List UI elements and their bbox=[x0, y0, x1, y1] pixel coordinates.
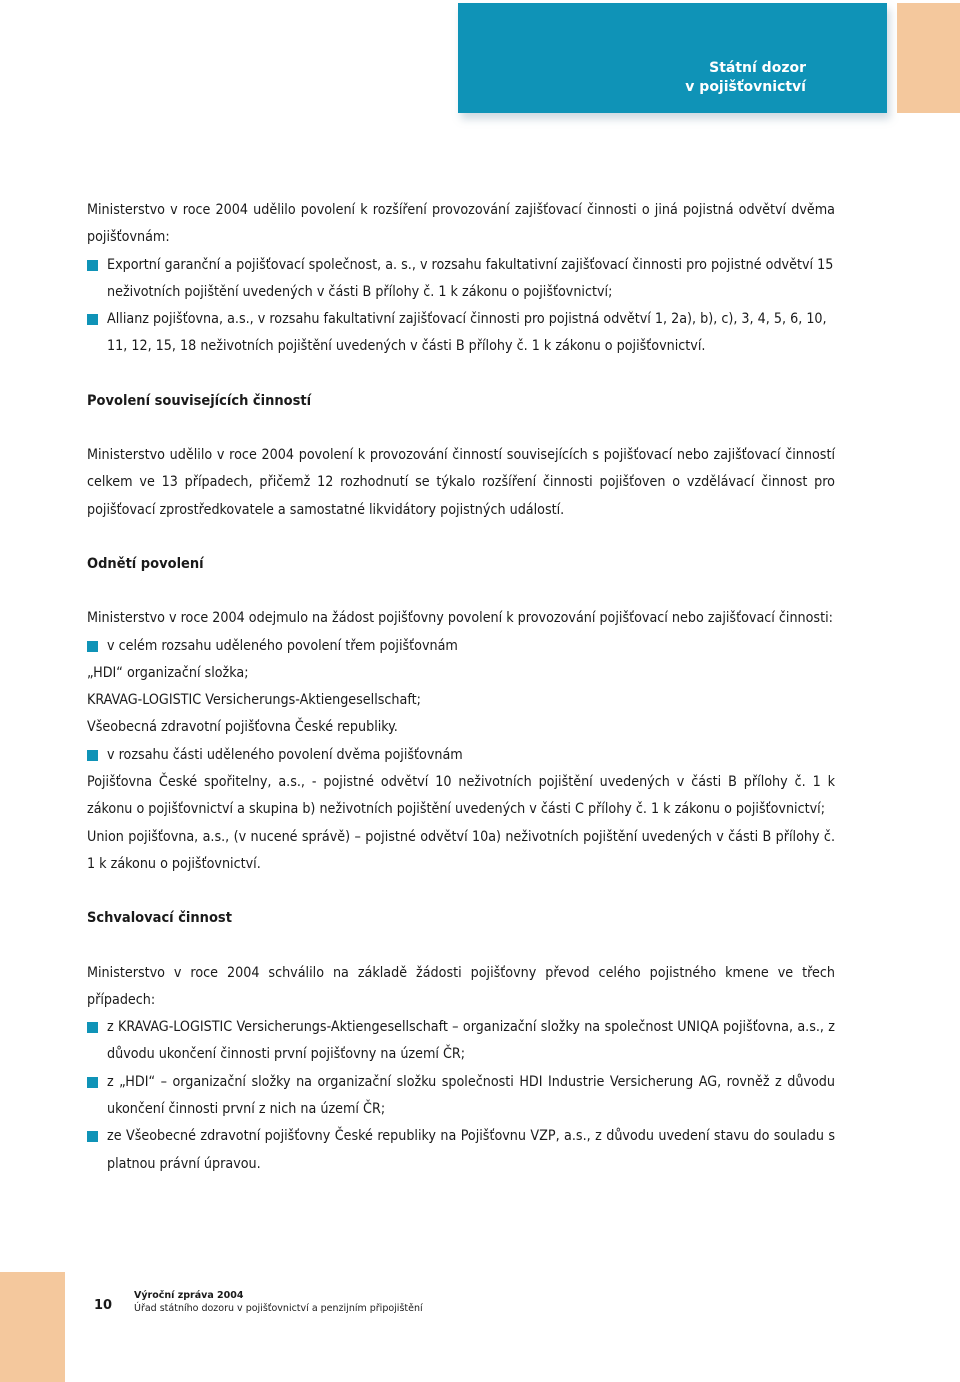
heading-related-activities: Povolení souvisejících činností bbox=[87, 392, 312, 409]
list-item: z „HDI“ – organizační složky na organizační složku společnosti HDI Industrie Versicherung AG, rovněž z důvodu ukončení činnosti první z nich na území ČR; bbox=[87, 1069, 835, 1124]
list-item: v rozsahu části uděleného povolení dvěma pojišťovnám bbox=[87, 742, 835, 769]
header-line-1: Státní dozor bbox=[709, 60, 806, 76]
footer-color-box bbox=[0, 1272, 65, 1382]
square-bullet-icon bbox=[87, 1077, 98, 1088]
footer-text bbox=[134, 1289, 423, 1315]
square-bullet-icon bbox=[87, 260, 98, 271]
intro-paragraph: Ministerstvo v roce 2004 udělilo povolení k rozšíření provozování zajišťovací činnosti o jiná pojistná odvětví dvěma pojišťovnám: bbox=[87, 202, 835, 246]
main-content bbox=[87, 197, 835, 1178]
header-line-2: v pojišťovnictví bbox=[685, 79, 806, 95]
list-item: Allianz pojišťovna, a.s., v rozsahu fakultativní zajišťovací činnosti pro pojistná odvětví 1, 2a), b), c), 3, 4, 5, 6, 10, 11, 12, 15, 18 neživotních pojištění uvedených v části B přílohy č. 1 k zákonu o pojišťovnictví. bbox=[87, 306, 835, 361]
heading-revocation: Odnětí povolení bbox=[87, 555, 204, 572]
page-number: 10 bbox=[94, 1298, 113, 1313]
revocation-line: „HDI“ organizační složka; bbox=[87, 664, 249, 681]
square-bullet-icon bbox=[87, 1022, 98, 1033]
square-bullet-icon bbox=[87, 641, 98, 652]
revocation-line: Union pojišťovna, a.s., (v nucené správě) – pojistné odvětví 10a) neživotních pojištění uvedených v části B přílohy č. 1 k zákonu o pojišťovnictví. bbox=[87, 828, 835, 872]
square-bullet-icon bbox=[87, 1131, 98, 1142]
related-activities-paragraph: Ministerstvo udělilo v roce 2004 povolení k provozování činností souvisejících s pojišťovací nebo zajišťovací činností celkem ve 13 případech, přičemž 12 rozhodnutí se týkalo rozšíření činnosti pojišťoven o vzdělávací činnost pro pojišťovací zprostředkovatele a samostatné likvidátory pojistných událostí. bbox=[87, 447, 835, 518]
list-item: ze Všeobecné zdravotní pojišťovny České republiky na Pojišťovnu VZP, a.s., z důvodu uvedení stavu do souladu s platnou právní úpravou. bbox=[87, 1123, 835, 1178]
footer-subtitle: Úřad státního dozoru v pojišťovnictví a penzijním připojištění bbox=[134, 1303, 423, 1314]
approval-paragraph: Ministerstvo v roce 2004 schválilo na základě žádosti pojišťovny převod celého pojistného kmene ve třech případech: bbox=[87, 964, 835, 1008]
square-bullet-icon bbox=[87, 750, 98, 761]
revocation-line: Všeobecná zdravotní pojišťovna České republiky. bbox=[87, 719, 398, 736]
list-item: v celém rozsahu uděleného povolení třem pojišťovnám bbox=[87, 633, 835, 660]
side-color-strip bbox=[897, 3, 960, 113]
section-header-box bbox=[458, 3, 887, 113]
square-bullet-icon bbox=[87, 314, 98, 325]
revocation-line: KRAVAG-LOGISTIC Versicherungs-Aktiengesellschaft; bbox=[87, 692, 421, 709]
revocation-paragraph: Ministerstvo v roce 2004 odejmulo na žádost pojišťovny povolení k provozování pojišťovací nebo zajišťovací činnosti: bbox=[87, 610, 833, 627]
footer-title: Výroční zpráva 2004 bbox=[134, 1290, 244, 1301]
list-item: Exportní garanční a pojišťovací společnost, a. s., v rozsahu fakultativní zajišťovací činnosti pro pojistné odvětví 15 neživotních pojištění uvedených v části B přílohy č. 1 k zákonu o pojišťovnictví; bbox=[87, 252, 835, 307]
revocation-line: Pojišťovna České spořitelny, a.s., - pojistné odvětví 10 neživotních pojištění uvedených v části B přílohy č. 1 k zákonu o pojišťovnictví a skupina b) neživotních pojištění uvedených v části C přílohy č. 1 k zákonu o pojišťovnictví; bbox=[87, 774, 835, 818]
list-item: z KRAVAG-LOGISTIC Versicherungs-Aktiengesellschaft – organizační složky na společnost UNIQA pojišťovna, a.s., z důvodu ukončení činnosti první pojišťovny na území ČR; bbox=[87, 1014, 835, 1069]
heading-approval: Schvalovací činnost bbox=[87, 910, 232, 927]
